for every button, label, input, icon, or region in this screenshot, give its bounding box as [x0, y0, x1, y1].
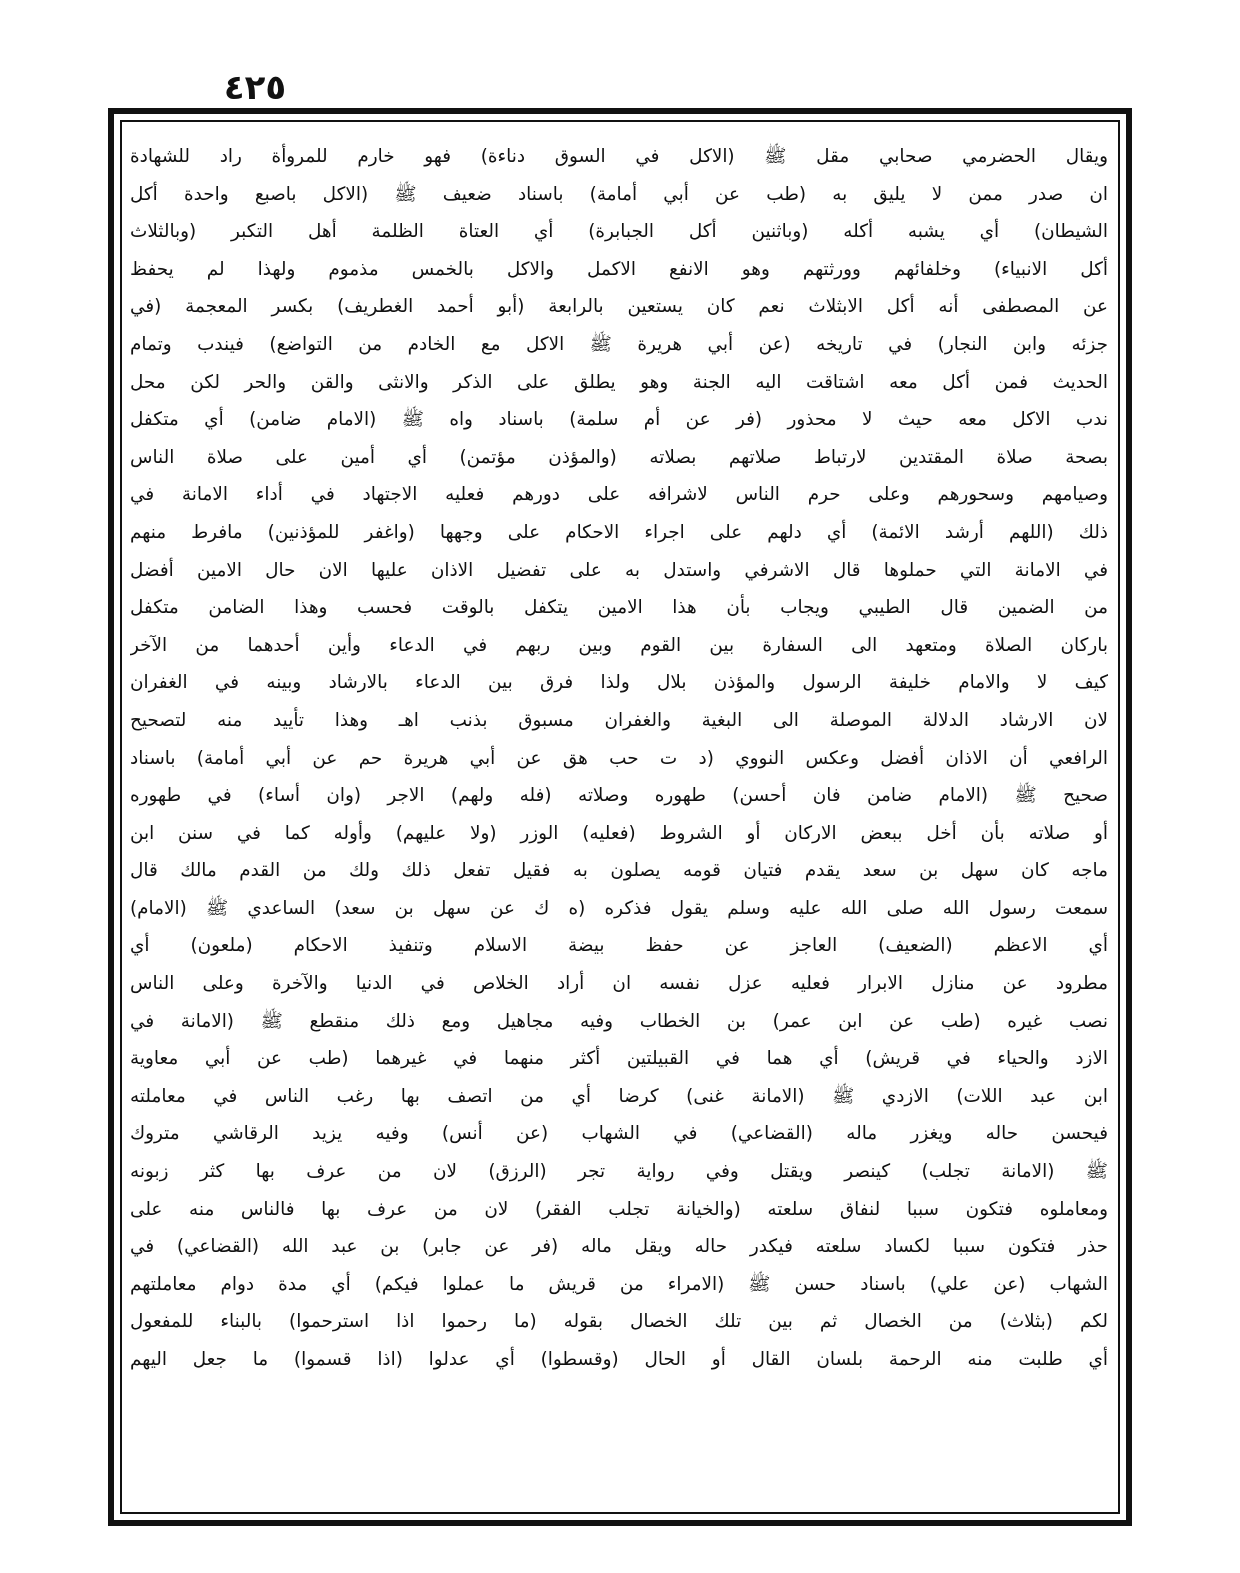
text-line: بصحة صلاة المقتدين لارتباط صلاتهم بصلاته (والمؤذن مؤتمن) أي أمين على صلاة الناس: [130, 446, 1108, 468]
text-line: كيف لا والامام خليفة الرسول والمؤذن بلال ولذا فرق بين الدعاء بالارشاد وبينه في الغفران: [130, 672, 1108, 694]
text-line: الحديث فمن أكل معه اشتاقت اليه الجنة وهو يطلق على الذكر والانثى والقن والحر لكن محل: [130, 371, 1108, 393]
text-line: أي الاعظم (الضعيف) العاجز عن حفظ بيضة الاسلام وتنفيذ الاحكام (ملعون) أي: [130, 935, 1108, 957]
text-line: الازد والحياء في قريش) أي هما في القبيلتين أكثر منهما في غيرهما (طب عن أبي معاوية: [130, 1048, 1108, 1070]
text-line: جزئه وابن النجار) في تاريخه (عن أبي هريرة ﷺ الاكل مع الخادم من التواضع) فيندب وتمام: [130, 333, 1108, 355]
text-line: ويقال الحضرمي صحابي مقل ﷺ (الاكل في السوق دناءة) فهو خارم للمروأة راد للشهادة: [130, 146, 1108, 167]
text-line: ابن عبد اللات) الازدي ﷺ (الامانة غنى) كرضا أي من اتصف بها رغب الناس في معاملته: [130, 1085, 1108, 1107]
text-line: أو صلاته بأن أخل ببعض الاركان أو الشروط (فعليه) الوزر (ولا عليهم) وأوله كما في سنن ابن: [130, 822, 1108, 844]
text-line: ومعاملوه فتكون سببا لنفاق سلعته (والخيانة تجلب الفقر) لان من عرف بها فالناس منه على: [130, 1198, 1108, 1220]
text-line: في الامانة التي حملوها قال الاشرفي واستدل به على تفضيل الاذان عليها الان حال الامين أفضل: [130, 559, 1108, 581]
text-line: لكم (بثلاث) من الخصال ثم بين تلك الخصال بقوله (ما رحموا اذا استرحموا) بالبناء للمفعول: [130, 1311, 1108, 1333]
text-line: صحيح ﷺ (الامام ضامن فان أحسن) طهوره وصلاته (فله ولهم) الاجر (وان أساء) في طهوره: [130, 785, 1108, 807]
text-line: نصب غيره (طب عن ابن عمر) بن الخطاب وفيه مجاهيل ومع ذلك منقطع ﷺ (الامانة في: [130, 1010, 1108, 1032]
text-line: سمعت رسول الله صلى الله عليه وسلم يقول فذكره (ه ك عن سهل بن سعد) الساعدي ﷺ (الامام): [130, 897, 1108, 919]
text-line: وصيامهم وسحورهم وعلى حرم الناس لاشرافه على دورهم فعليه الاجتهاد في أداء الامانة في: [130, 484, 1108, 506]
text-line: حذر فتكون سببا لكساد سلعته فيكدر حاله ويقل ماله (فر عن جابر) بن عبد الله (القضاعي) في: [130, 1236, 1108, 1258]
text-line: الشيطان) أي يشبه أكله (وباثنين أكل الجبابرة) أي العتاة الظلمة أهل التكبر (وبالثلاث: [130, 221, 1108, 243]
text-line: الشهاب (عن علي) باسناد حسن ﷺ (الامراء من قريش ما عملوا فيكم) أي مدة دوام معاملتهم: [130, 1273, 1108, 1295]
text-line: فيحسن حاله ويغزر ماله (القضاعي) في الشهاب (عن أنس) وفيه يزيد الرقاشي متروك: [130, 1123, 1108, 1145]
page-number: ٤٢٥: [223, 68, 287, 108]
text-line: ماجه كان سهل بن سعد يقدم فتيان قومه يصلون به فقيل تفعل ذلك ولك من القدم مالك قال: [130, 860, 1108, 882]
text-line: لان الارشاد الدلالة الموصلة الى البغية والغفران مسبوق بذنب اهـ وهذا تأييد منه لتصحيح: [130, 709, 1108, 731]
text-line: الرافعي أن الاذان أفضل وعكس النووي (د ت حب هق عن أبي هريرة حم عن أبي أمامة) باسناد: [130, 747, 1108, 769]
text-line: ندب الاكل معه حيث لا محذور (فر عن أم سلمة) باسناد واه ﷺ (الامام ضامن) أي متكفل: [130, 409, 1108, 431]
text-line: ﷺ (الامانة تجلب) كينصر ويقتل وفي رواية تجر (الرزق) لان من عرف بها كثر زبونه: [130, 1161, 1108, 1183]
text-line: أكل الانبياء) وخلفائهم وورثتهم وهو الانفع الاكمل والاكل بالخمس مذموم ولهذا لم يحفظ: [130, 258, 1108, 280]
text-line: مطرود عن منازل الابرار فعليه عزل نفسه ان أراد الخلاص في الدنيا والآخرة وعلى الناس: [130, 973, 1108, 995]
text-line: عن المصطفى أنه أكل الابثلاث نعم كان يستعين بالرابعة (أبو أحمد الغطريف) بكسر المعجمة (في: [130, 296, 1108, 318]
text-block: [130, 138, 1108, 1508]
text-line: ان صدر ممن لا يليق به (طب عن أبي أمامة) باسناد ضعيف ﷺ (الاكل باصبع واحدة أكل: [130, 183, 1108, 205]
text-line: باركان الصلاة ومتعهد الى السفارة بين القوم وبين ربهم في الدعاء وأين أحدهما من الآخر: [130, 634, 1108, 656]
text-line: من الضمين قال الطيبي ويجاب بأن هذا الامين يتكفل بالوقت فحسب وهذا الضامن متكفل: [130, 597, 1108, 619]
text-line: ذلك (اللهم أرشد الائمة) أي دلهم على اجراء الاحكام على وجهها (واغفر للمؤذنين) مافرط منهم: [130, 521, 1108, 543]
text-line: أي طلبت منه الرحمة بلسان القال أو الحال (وقسطوا) أي عدلوا (اذا قسموا) ما جعل اليهم: [130, 1349, 1108, 1370]
